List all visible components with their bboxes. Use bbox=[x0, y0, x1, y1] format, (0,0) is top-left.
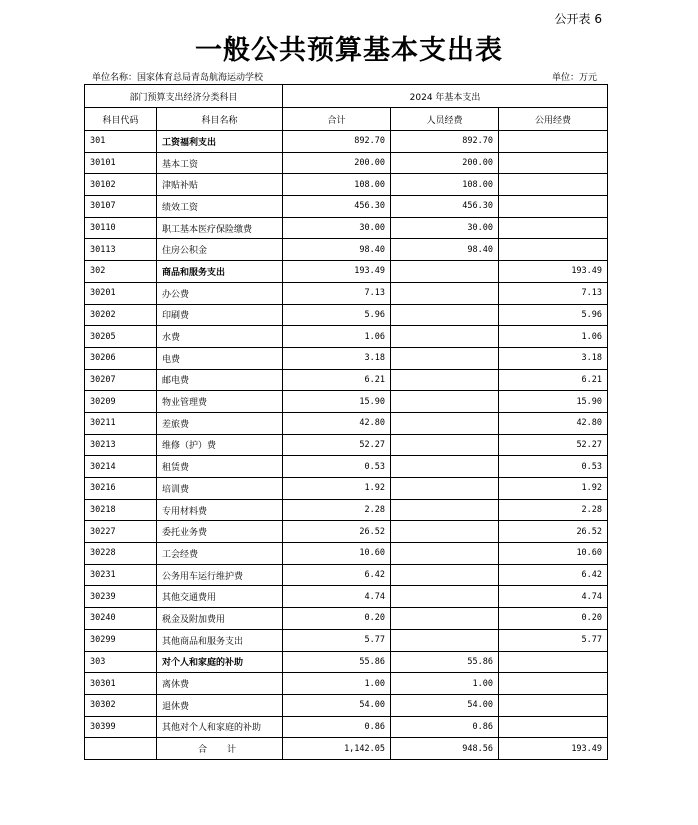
table-row bbox=[85, 716, 608, 738]
table-row bbox=[85, 326, 608, 348]
row-code: 30240 bbox=[85, 608, 157, 630]
table-row bbox=[85, 543, 608, 565]
row-code: 30101 bbox=[85, 152, 157, 174]
row-total: 456.30 bbox=[283, 196, 391, 218]
table-row bbox=[85, 694, 608, 716]
row-total: 98.40 bbox=[283, 239, 391, 261]
row-personnel bbox=[391, 347, 499, 369]
row-public bbox=[499, 152, 608, 174]
row-code: 30107 bbox=[85, 196, 157, 218]
row-total: 6.21 bbox=[283, 369, 391, 391]
row-public bbox=[499, 196, 608, 218]
unit-label: 单位：万元 bbox=[552, 73, 598, 83]
row-total: 30.00 bbox=[283, 217, 391, 239]
header-basic-expenditure: 2024 年基本支出 bbox=[283, 85, 608, 108]
row-personnel: 1.00 bbox=[391, 673, 499, 695]
row-total: 10.60 bbox=[283, 543, 391, 565]
table-row bbox=[85, 651, 608, 673]
row-code: 30302 bbox=[85, 694, 157, 716]
row-total: 193.49 bbox=[283, 261, 391, 283]
row-total: 3.18 bbox=[283, 347, 391, 369]
row-name: 职工基本医疗保险缴费 bbox=[157, 217, 283, 239]
row-name: 水费 bbox=[157, 326, 283, 348]
row-personnel: 55.86 bbox=[391, 651, 499, 673]
row-public bbox=[499, 694, 608, 716]
row-public: 193.49 bbox=[499, 261, 608, 283]
row-personnel: 30.00 bbox=[391, 217, 499, 239]
row-name: 绩效工资 bbox=[157, 196, 283, 218]
table-row bbox=[85, 521, 608, 543]
row-personnel bbox=[391, 478, 499, 500]
row-code: 30102 bbox=[85, 174, 157, 196]
row-code: 30231 bbox=[85, 564, 157, 586]
row-total: 54.00 bbox=[283, 694, 391, 716]
row-name: 维修（护）费 bbox=[157, 434, 283, 456]
row-code: 30205 bbox=[85, 326, 157, 348]
total-total: 1,142.05 bbox=[283, 738, 391, 760]
table-row bbox=[85, 369, 608, 391]
row-name: 专用材料费 bbox=[157, 499, 283, 521]
row-name: 办公费 bbox=[157, 282, 283, 304]
row-name: 租赁费 bbox=[157, 456, 283, 478]
page-title: 一般公共预算基本支出表 bbox=[195, 35, 503, 66]
row-code: 302 bbox=[85, 261, 157, 283]
row-total: 2.28 bbox=[283, 499, 391, 521]
row-personnel: 456.30 bbox=[391, 196, 499, 218]
row-name: 退休费 bbox=[157, 694, 283, 716]
row-total: 0.53 bbox=[283, 456, 391, 478]
table-row bbox=[85, 456, 608, 478]
row-personnel: 54.00 bbox=[391, 694, 499, 716]
row-code: 30228 bbox=[85, 543, 157, 565]
row-public bbox=[499, 217, 608, 239]
row-public bbox=[499, 174, 608, 196]
row-code: 30207 bbox=[85, 369, 157, 391]
row-total: 200.00 bbox=[283, 152, 391, 174]
row-public: 4.74 bbox=[499, 586, 608, 608]
row-personnel bbox=[391, 391, 499, 413]
row-name: 公务用车运行维护费 bbox=[157, 564, 283, 586]
row-name: 税金及附加费用 bbox=[157, 608, 283, 630]
row-personnel: 892.70 bbox=[391, 131, 499, 153]
table-row bbox=[85, 131, 608, 153]
row-personnel bbox=[391, 456, 499, 478]
row-personnel bbox=[391, 326, 499, 348]
table-row bbox=[85, 239, 608, 261]
row-name: 物业管理费 bbox=[157, 391, 283, 413]
row-public: 15.90 bbox=[499, 391, 608, 413]
table-row bbox=[85, 304, 608, 326]
row-total: 892.70 bbox=[283, 131, 391, 153]
row-code: 30214 bbox=[85, 456, 157, 478]
row-code: 30216 bbox=[85, 478, 157, 500]
row-personnel bbox=[391, 608, 499, 630]
row-public: 1.06 bbox=[499, 326, 608, 348]
row-total: 1.06 bbox=[283, 326, 391, 348]
row-personnel bbox=[391, 499, 499, 521]
row-name: 工会经费 bbox=[157, 543, 283, 565]
row-public: 6.21 bbox=[499, 369, 608, 391]
row-public: 52.27 bbox=[499, 434, 608, 456]
row-code: 30239 bbox=[85, 586, 157, 608]
row-personnel bbox=[391, 564, 499, 586]
table-row bbox=[85, 196, 608, 218]
row-name: 其他商品和服务支出 bbox=[157, 629, 283, 651]
row-personnel: 200.00 bbox=[391, 152, 499, 174]
row-personnel bbox=[391, 586, 499, 608]
total-personnel: 948.56 bbox=[391, 738, 499, 760]
table-row bbox=[85, 564, 608, 586]
row-code: 30301 bbox=[85, 673, 157, 695]
row-code: 30202 bbox=[85, 304, 157, 326]
table-row bbox=[85, 391, 608, 413]
row-code: 30213 bbox=[85, 434, 157, 456]
row-personnel bbox=[391, 629, 499, 651]
row-name: 印刷费 bbox=[157, 304, 283, 326]
row-public: 1.92 bbox=[499, 478, 608, 500]
row-personnel: 108.00 bbox=[391, 174, 499, 196]
row-code: 30218 bbox=[85, 499, 157, 521]
table-row bbox=[85, 174, 608, 196]
table-number-label: 公开表 6 bbox=[554, 12, 602, 26]
header-group-row bbox=[85, 85, 608, 108]
row-code: 30110 bbox=[85, 217, 157, 239]
table-row bbox=[85, 347, 608, 369]
header-personnel: 人员经费 bbox=[391, 108, 499, 131]
table-row bbox=[85, 282, 608, 304]
row-public: 6.42 bbox=[499, 564, 608, 586]
table-row bbox=[85, 261, 608, 283]
header-name: 科目名称 bbox=[157, 108, 283, 131]
row-code: 30299 bbox=[85, 629, 157, 651]
row-personnel bbox=[391, 412, 499, 434]
table-row bbox=[85, 673, 608, 695]
row-public bbox=[499, 131, 608, 153]
row-name: 其他交通费用 bbox=[157, 586, 283, 608]
row-personnel bbox=[391, 304, 499, 326]
table-row bbox=[85, 586, 608, 608]
row-code: 303 bbox=[85, 651, 157, 673]
row-name: 工资福利支出 bbox=[157, 131, 283, 153]
row-public: 0.53 bbox=[499, 456, 608, 478]
header-public: 公用经费 bbox=[499, 108, 608, 131]
row-public bbox=[499, 716, 608, 738]
row-code: 30211 bbox=[85, 412, 157, 434]
row-total: 7.13 bbox=[283, 282, 391, 304]
row-personnel bbox=[391, 521, 499, 543]
row-public: 0.20 bbox=[499, 608, 608, 630]
row-total: 15.90 bbox=[283, 391, 391, 413]
row-name: 津贴补贴 bbox=[157, 174, 283, 196]
row-public: 2.28 bbox=[499, 499, 608, 521]
row-total: 1.00 bbox=[283, 673, 391, 695]
row-personnel bbox=[391, 261, 499, 283]
budget-table bbox=[84, 84, 608, 760]
row-code: 30201 bbox=[85, 282, 157, 304]
row-name: 对个人和家庭的补助 bbox=[157, 651, 283, 673]
row-total: 4.74 bbox=[283, 586, 391, 608]
row-public: 7.13 bbox=[499, 282, 608, 304]
row-public: 3.18 bbox=[499, 347, 608, 369]
row-total: 5.96 bbox=[283, 304, 391, 326]
row-name: 商品和服务支出 bbox=[157, 261, 283, 283]
unit-name: 单位名称：国家体育总局青岛航海运动学校 bbox=[92, 73, 264, 83]
row-code: 30209 bbox=[85, 391, 157, 413]
row-public bbox=[499, 651, 608, 673]
row-public: 26.52 bbox=[499, 521, 608, 543]
row-personnel bbox=[391, 282, 499, 304]
row-total: 1.92 bbox=[283, 478, 391, 500]
row-personnel: 0.86 bbox=[391, 716, 499, 738]
row-name: 电费 bbox=[157, 347, 283, 369]
row-name: 住房公积金 bbox=[157, 239, 283, 261]
header-total: 合计 bbox=[283, 108, 391, 131]
row-name: 邮电费 bbox=[157, 369, 283, 391]
row-total: 26.52 bbox=[283, 521, 391, 543]
row-total: 0.20 bbox=[283, 608, 391, 630]
row-public: 10.60 bbox=[499, 543, 608, 565]
row-total: 42.80 bbox=[283, 412, 391, 434]
header-classification: 部门预算支出经济分类科目 bbox=[85, 85, 283, 108]
total-label: 合计 bbox=[157, 738, 283, 760]
row-name: 培训费 bbox=[157, 478, 283, 500]
row-public bbox=[499, 239, 608, 261]
header-code: 科目代码 bbox=[85, 108, 157, 131]
row-public: 42.80 bbox=[499, 412, 608, 434]
table-row bbox=[85, 412, 608, 434]
row-personnel bbox=[391, 543, 499, 565]
row-name: 委托业务费 bbox=[157, 521, 283, 543]
table-row bbox=[85, 478, 608, 500]
row-public: 5.96 bbox=[499, 304, 608, 326]
row-code: 301 bbox=[85, 131, 157, 153]
table-row bbox=[85, 629, 608, 651]
row-name: 差旅费 bbox=[157, 412, 283, 434]
row-total: 6.42 bbox=[283, 564, 391, 586]
row-code: 30227 bbox=[85, 521, 157, 543]
row-total: 52.27 bbox=[283, 434, 391, 456]
total-public: 193.49 bbox=[499, 738, 608, 760]
row-total: 55.86 bbox=[283, 651, 391, 673]
table-row bbox=[85, 608, 608, 630]
row-total: 108.00 bbox=[283, 174, 391, 196]
row-personnel bbox=[391, 369, 499, 391]
table-row bbox=[85, 499, 608, 521]
header-column-row bbox=[85, 108, 608, 131]
row-name: 基本工资 bbox=[157, 152, 283, 174]
row-personnel bbox=[391, 434, 499, 456]
row-public bbox=[499, 673, 608, 695]
row-total: 5.77 bbox=[283, 629, 391, 651]
total-row bbox=[85, 738, 608, 760]
row-code: 30399 bbox=[85, 716, 157, 738]
row-name: 离休费 bbox=[157, 673, 283, 695]
total-empty-cell bbox=[85, 738, 157, 760]
row-name: 其他对个人和家庭的补助 bbox=[157, 716, 283, 738]
table-row bbox=[85, 217, 608, 239]
table-row bbox=[85, 152, 608, 174]
table-row bbox=[85, 434, 608, 456]
row-code: 30206 bbox=[85, 347, 157, 369]
row-public: 5.77 bbox=[499, 629, 608, 651]
row-personnel: 98.40 bbox=[391, 239, 499, 261]
row-code: 30113 bbox=[85, 239, 157, 261]
row-total: 0.86 bbox=[283, 716, 391, 738]
